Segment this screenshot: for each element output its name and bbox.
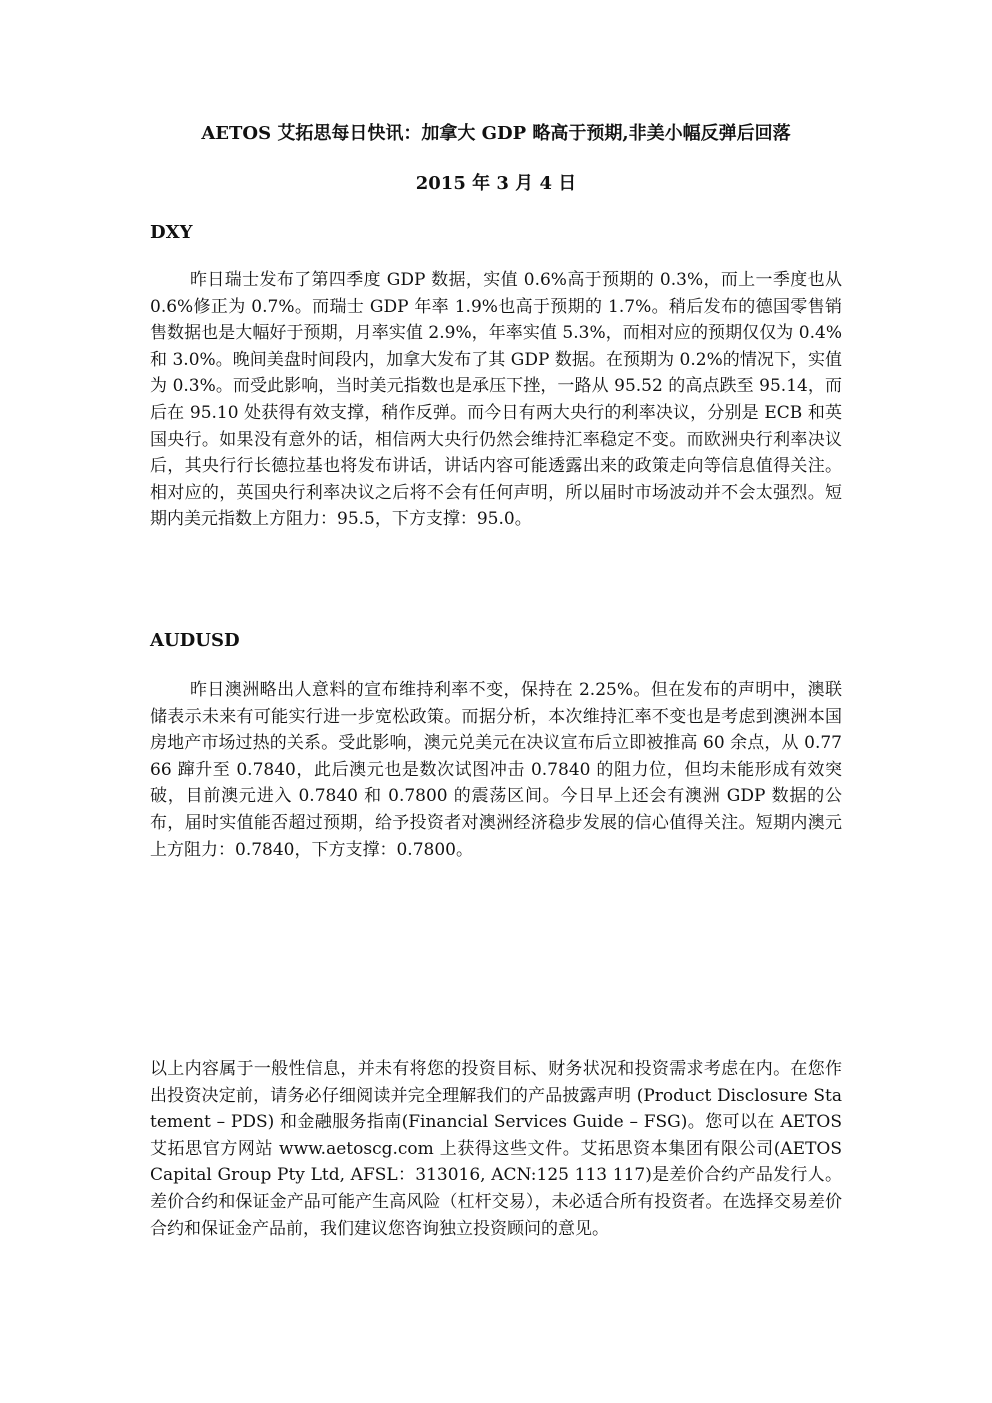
document-title: AETOS 艾拓思每日快讯：加拿大 GDP 略高于预期,非美小幅反弹后回落 — [201, 123, 791, 144]
section-body-audusd: 昨日澳洲略出人意料的宣布维持利率不变，保持在 2.25%。但在发布的声明中，澳联储表示未来有可能实行进一步宽松政策。而据分析，本次维持汇率不变也是考虑到澳洲本国房地产市场过热的关系。受此影响，澳元兑美元在决议宣布后立即被推高 60 余点，从 0.7766 蹿升至 0.7840，此后澳元也是数次试图冲击 0.7840 的阻力位，但均未能形成有效突破，目前澳元进入 0.7840 和 0.7800 的震荡区间。今日早上还会有澳洲 GDP 数据的公布，届时实值能否超过预期，给予投资者对澳洲经济稳步发展的信心值得关注。短期内澳元上方阻力：0.7840，下方支撑：0.7800。 — [150, 680, 842, 860]
document-date: 2015 年 3 月 4 日 — [415, 173, 577, 194]
section-heading-audusd: AUDUSD — [150, 630, 240, 651]
section-body-dxy: 昨日瑞士发布了第四季度 GDP 数据，实值 0.6%高于预期的 0.3%，而上一季度也从 0.6%修正为 0.7%。而瑞士 GDP 年率 1.9%也高于预期的 1.7%。稍后发布的德国零售销售数据也是大幅好于预期，月率实值 2.9%，年率实值 5.3%，而相对应的预期仅仅为 0.4%和 3.0%。晚间美盘时间段内，加拿大发布了其 GDP 数据。在预期为 0.2%的情况下，实值为 0.3%。而受此影响，当时美元指数也是承压下挫，一路从 95.52 的高点跌至 95.14，而后在 95.10 处获得有效支撑，稍作反弹。而今日有两大央行的利率决议，分别是 ECB 和英国央行。如果没有意外的话，相信两大央行仍然会维持汇率稳定不变。而欧洲央行利率决议后，其央行行长德拉基也将发布讲话，讲话内容可能透露出来的政策走向等信息值得关注。相对应的，英国央行利率决议之后将不会有任何声明，所以届时市场波动并不会太强烈。短期内美元指数上方阻力：95.5，下方支撑：95.0。 — [150, 270, 842, 530]
section-heading-dxy: DXY — [150, 222, 193, 243]
disclaimer-text: 以上内容属于一般性信息，并未有将您的投资目标、财务状况和投资需求考虑在内。在您作出投资决定前，请务必仔细阅读并完全理解我们的产品披露声明 (Product Disclosure Statement – PDS) 和金融服务指南(Financial Services Guide – FSG)。您可以在 AETOS 艾拓思官方网站 www.aetoscg.com 上获得这些文件。艾拓思资本集团有限公司(AETOS Capital Group Pty Ltd, AFSL：313016, ACN:125 113 117)是差价合约产品发行人。差价合约和保证金产品可能产生高风险（杠杆交易），未必适合所有投资者。在选择交易差价合约和保证金产品前，我们建议您咨询独立投资顾问的意见。 — [150, 1059, 842, 1239]
